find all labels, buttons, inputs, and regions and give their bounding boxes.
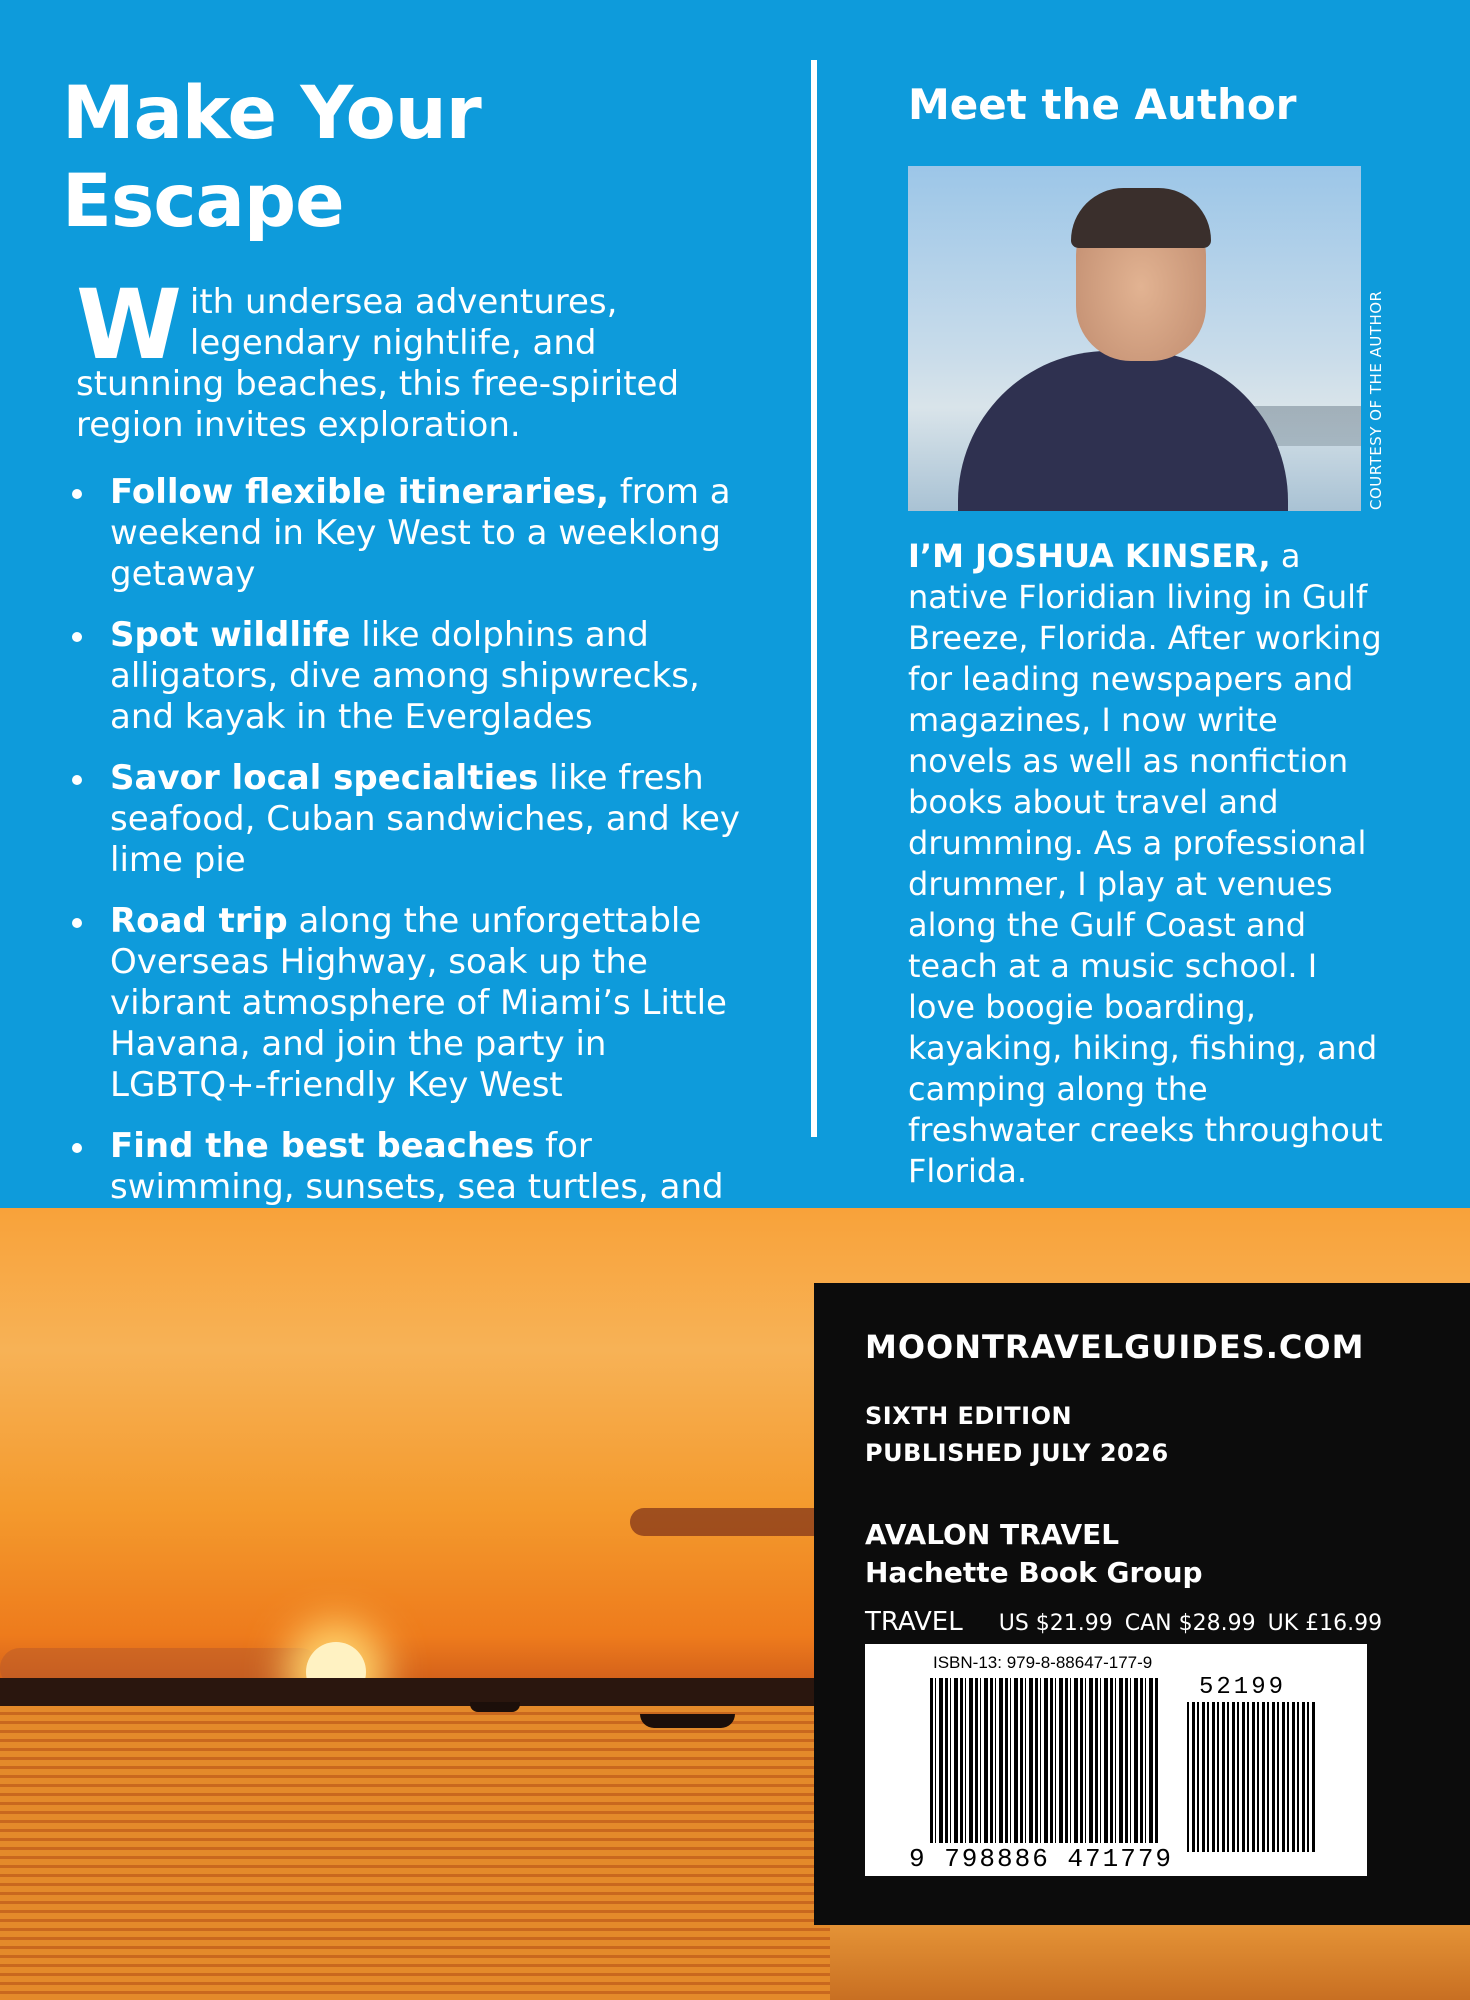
- horizon-land: [0, 1678, 830, 1706]
- list-item-text: like fresh seafood, Cuban sandwiches, and key lime pie: [110, 758, 741, 880]
- list-item-bold: Spot wildlife: [110, 615, 351, 655]
- addon-bars-icon: [1187, 1702, 1315, 1852]
- list-item: [62, 758, 760, 881]
- escape-section: [62, 70, 752, 1269]
- price-uk: UK £16.99: [1267, 1611, 1383, 1636]
- list-item-bold: Road trip: [110, 901, 288, 941]
- intro-paragraph: [76, 269, 736, 446]
- list-item-bold: Savor local specialties: [110, 758, 539, 798]
- author-bio: [908, 536, 1388, 1192]
- column-divider: [811, 60, 817, 1137]
- bullet-icon: [72, 632, 82, 642]
- barcode: [865, 1644, 1367, 1876]
- bullet-icon: [72, 1143, 82, 1153]
- publisher-name: AVALON TRAVEL: [865, 1518, 1120, 1551]
- photo-credit: COURTESY OF THE AUTHOR: [1367, 290, 1385, 510]
- barcode-bars-icon: [930, 1678, 1158, 1843]
- water-reflection: [0, 1706, 830, 2000]
- boat-shape: [470, 1702, 520, 1712]
- list-item-bold: Follow flexible itineraries,: [110, 472, 610, 512]
- list-item: [62, 615, 760, 738]
- feature-list: [62, 472, 752, 1249]
- author-hair: [1071, 188, 1211, 248]
- intro-text: ith undersea adventures, legendary nightlife, and stunning beaches, this free-spirited region invites exploration.: [76, 282, 680, 445]
- publisher-group: Hachette Book Group: [865, 1556, 1203, 1589]
- author-shirt: [958, 351, 1288, 511]
- list-item-text: along the unforgettable Overseas Highway, soak up the vibrant atmosphere of Miami’s Little Havana, and join the party in LGBTQ+-friendly Key West: [110, 901, 727, 1105]
- author-bio-text: a native Floridian living in Gulf Breeze, Florida. After working for leading newspapers and magazines, I now write novels as well as nonfiction books about travel and drumming. As a professional drummer, I play at venues along the Gulf Coast and teach at a music school. I love boogie boarding, kayaking, hiking, fishing, and camping along the freshwater creeks throughout Florida.: [908, 537, 1383, 1190]
- publish-date: PUBLISHED JULY 2026: [865, 1439, 1169, 1467]
- drop-cap: W: [76, 269, 182, 381]
- addon-code: 52199: [1199, 1674, 1287, 1701]
- author-section: [908, 70, 1408, 140]
- edition-info: [865, 1398, 1169, 1472]
- barcode-digits: 9 798886 471779: [909, 1844, 1174, 1874]
- bullet-icon: [72, 775, 82, 785]
- list-item: [62, 472, 760, 595]
- author-heading: Meet the Author: [908, 80, 1297, 129]
- website-link[interactable]: MOONTRAVELGUIDES.COM: [865, 1328, 1365, 1366]
- bullet-icon: [72, 918, 82, 928]
- isbn-number: ISBN-13: 979-8-88647-177-9: [933, 1653, 1153, 1672]
- list-item-text: like dolphins and alligators, dive among shipwrecks, and kayak in the Everglades: [110, 615, 700, 737]
- bullet-icon: [72, 489, 82, 499]
- cloud-shape: [630, 1508, 830, 1536]
- price-row: [865, 1607, 1425, 1637]
- price-us: US $21.99: [998, 1611, 1113, 1636]
- imprint-box: [814, 1283, 1470, 1925]
- category-label: TRAVEL: [865, 1607, 963, 1637]
- list-item: [62, 901, 760, 1106]
- author-photo: [908, 166, 1361, 511]
- list-item-bold: Find the best beaches: [110, 1126, 535, 1166]
- author-name: I’M JOSHUA KINSER,: [908, 537, 1271, 575]
- boat-shape: [640, 1714, 735, 1728]
- escape-heading: Make Your Escape: [62, 71, 481, 244]
- publisher-info: [865, 1516, 1203, 1592]
- edition-label: SIXTH EDITION: [865, 1402, 1073, 1430]
- list-item-text: from a weekend in Key West to a weeklong getaway: [110, 472, 731, 594]
- price-can: CAN $28.99: [1124, 1611, 1256, 1636]
- list-item-text: for swimming, sunsets, sea turtles, and: [110, 1126, 724, 1207]
